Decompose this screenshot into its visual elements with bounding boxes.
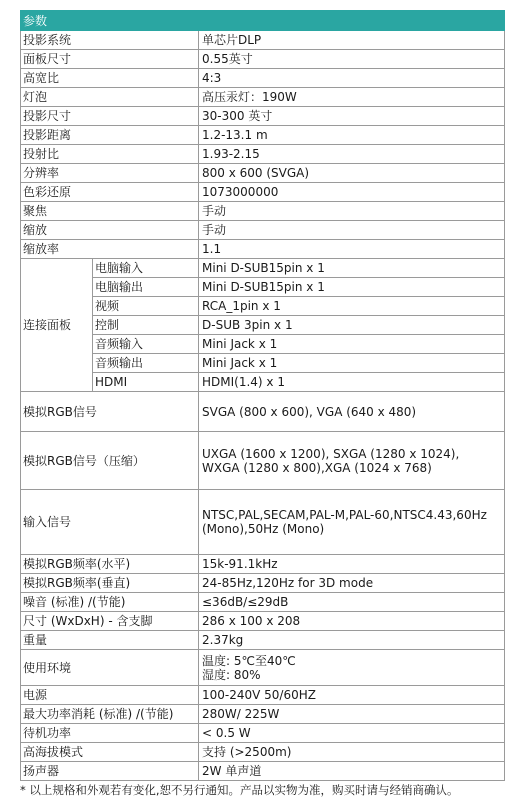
row-label: 模拟RGB信号 — [21, 392, 199, 432]
connection-value: Mini Jack x 1 — [199, 335, 505, 354]
row-value: 286 x 100 x 208 — [199, 612, 505, 631]
table-row — [21, 574, 505, 593]
row-label: 高宽比 — [21, 69, 199, 88]
table-row — [21, 373, 505, 392]
table-row — [21, 354, 505, 373]
row-value: ≤36dB/≤29dB — [199, 593, 505, 612]
row-value: 高压汞灯：190W — [199, 88, 505, 107]
connection-label: 电脑输入 — [93, 259, 199, 278]
row-label: 投射比 — [21, 145, 199, 164]
row-value — [199, 490, 505, 555]
row-label: 色彩还原 — [21, 183, 199, 202]
table-row — [21, 297, 505, 316]
table-row — [21, 762, 505, 781]
row-value: 手动 — [199, 221, 505, 240]
table-row — [21, 278, 505, 297]
table-row — [21, 724, 505, 743]
table-row — [21, 631, 505, 650]
connection-label: HDMI — [93, 373, 199, 392]
value-line: (Mono),50Hz (Mono) — [202, 522, 325, 536]
row-label: 模拟RGB频率(垂直) — [21, 574, 199, 593]
row-value: < 0.5 W — [199, 724, 505, 743]
row-value: 1073000000 — [199, 183, 505, 202]
row-label: 待机功率 — [21, 724, 199, 743]
row-value: 2W 单声道 — [199, 762, 505, 781]
connection-value: RCA_1pin x 1 — [199, 297, 505, 316]
row-label: 使用环境 — [21, 650, 199, 686]
connection-label: 控制 — [93, 316, 199, 335]
row-value: 4:3 — [199, 69, 505, 88]
row-value: 280W/ 225W — [199, 705, 505, 724]
row-label: 聚焦 — [21, 202, 199, 221]
table-row — [21, 392, 505, 432]
row-label: 分辨率 — [21, 164, 199, 183]
row-label: 模拟RGB信号（压缩） — [21, 432, 199, 490]
row-label: 缩放 — [21, 221, 199, 240]
row-value: SVGA (800 x 600), VGA (640 x 480) — [199, 392, 505, 432]
table-row — [21, 705, 505, 724]
table-row — [21, 686, 505, 705]
spec-sheet — [20, 10, 504, 797]
row-value: 0.55英寸 — [199, 50, 505, 69]
row-label: 缩放率 — [21, 240, 199, 259]
connection-label: 音频输出 — [93, 354, 199, 373]
row-value: 800 x 600 (SVGA) — [199, 164, 505, 183]
value-line: WXGA (1280 x 800),XGA (1024 x 768) — [202, 460, 432, 475]
row-label: 投影系统 — [21, 31, 199, 50]
row-value — [199, 650, 505, 686]
connection-value: Mini D-SUB15pin x 1 — [199, 259, 505, 278]
row-value: 1.1 — [199, 240, 505, 259]
table-row — [21, 164, 505, 183]
table-row — [21, 316, 505, 335]
table-row — [21, 555, 505, 574]
connection-label: 视频 — [93, 297, 199, 316]
table-row — [21, 240, 505, 259]
value-line: NTSC,PAL,SECAM,PAL-M,PAL-60,NTSC4.43,60Hz — [202, 508, 487, 522]
row-value: 单芯片DLP — [199, 31, 505, 50]
table-row — [21, 335, 505, 354]
row-label: 电源 — [21, 686, 199, 705]
table-row — [21, 50, 505, 69]
row-value: 100-240V 50/60HZ — [199, 686, 505, 705]
connection-value: Mini Jack x 1 — [199, 354, 505, 373]
table-row — [21, 107, 505, 126]
row-value: 1.93-2.15 — [199, 145, 505, 164]
table-header — [21, 11, 505, 31]
table-row — [21, 432, 505, 490]
connection-label: 音频输入 — [93, 335, 199, 354]
row-label: 输入信号 — [21, 490, 199, 555]
row-value: 2.37kg — [199, 631, 505, 650]
disclaimer-note: * 以上规格和外观若有变化,恕不另行通知。产品以实物为准，购买时请与经销商确认。 — [20, 783, 459, 797]
row-value: 手动 — [199, 202, 505, 221]
table-row — [21, 31, 505, 50]
row-label: 灯泡 — [21, 88, 199, 107]
table-row — [21, 126, 505, 145]
row-value — [199, 432, 505, 490]
row-label: 面板尺寸 — [21, 50, 199, 69]
connection-label: 电脑输出 — [93, 278, 199, 297]
value-line: 温度: 5℃至40℃ — [202, 653, 296, 668]
row-label: 重量 — [21, 631, 199, 650]
connection-value: D-SUB 3pin x 1 — [199, 316, 505, 335]
table-row — [21, 743, 505, 762]
table-row — [21, 490, 505, 555]
row-label: 噪音 (标准) /(节能) — [21, 593, 199, 612]
table-row — [21, 202, 505, 221]
row-label: 高海拔模式 — [21, 743, 199, 762]
connection-value: Mini D-SUB15pin x 1 — [199, 278, 505, 297]
table-row — [21, 88, 505, 107]
spec-table — [20, 10, 505, 781]
row-value: 1.2-13.1 m — [199, 126, 505, 145]
table-row — [21, 145, 505, 164]
table-row — [21, 259, 505, 278]
table-row — [21, 612, 505, 631]
table-row — [21, 593, 505, 612]
row-value: 支持 (>2500m) — [199, 743, 505, 762]
row-label: 尺寸 (WxDxH) - 含支脚 — [21, 612, 199, 631]
row-label: 模拟RGB频率(水平) — [21, 555, 199, 574]
table-row — [21, 183, 505, 202]
connection-panel-label: 连接面板 — [21, 259, 93, 392]
table-row — [21, 69, 505, 88]
row-value: 30-300 英寸 — [199, 107, 505, 126]
row-value: 15k-91.1kHz — [199, 555, 505, 574]
row-label: 扬声器 — [21, 762, 199, 781]
header-title: 参数 — [21, 11, 505, 31]
value-line: 湿度: 80% — [202, 667, 261, 682]
table-row — [21, 650, 505, 686]
row-value: 24-85Hz,120Hz for 3D mode — [199, 574, 505, 593]
row-label: 投影尺寸 — [21, 107, 199, 126]
connection-value: HDMI(1.4) x 1 — [199, 373, 505, 392]
value-line: UXGA (1600 x 1200), SXGA (1280 x 1024), — [202, 446, 460, 461]
row-label: 投影距离 — [21, 126, 199, 145]
table-row — [21, 221, 505, 240]
row-label: 最大功率消耗 (标准) /(节能) — [21, 705, 199, 724]
